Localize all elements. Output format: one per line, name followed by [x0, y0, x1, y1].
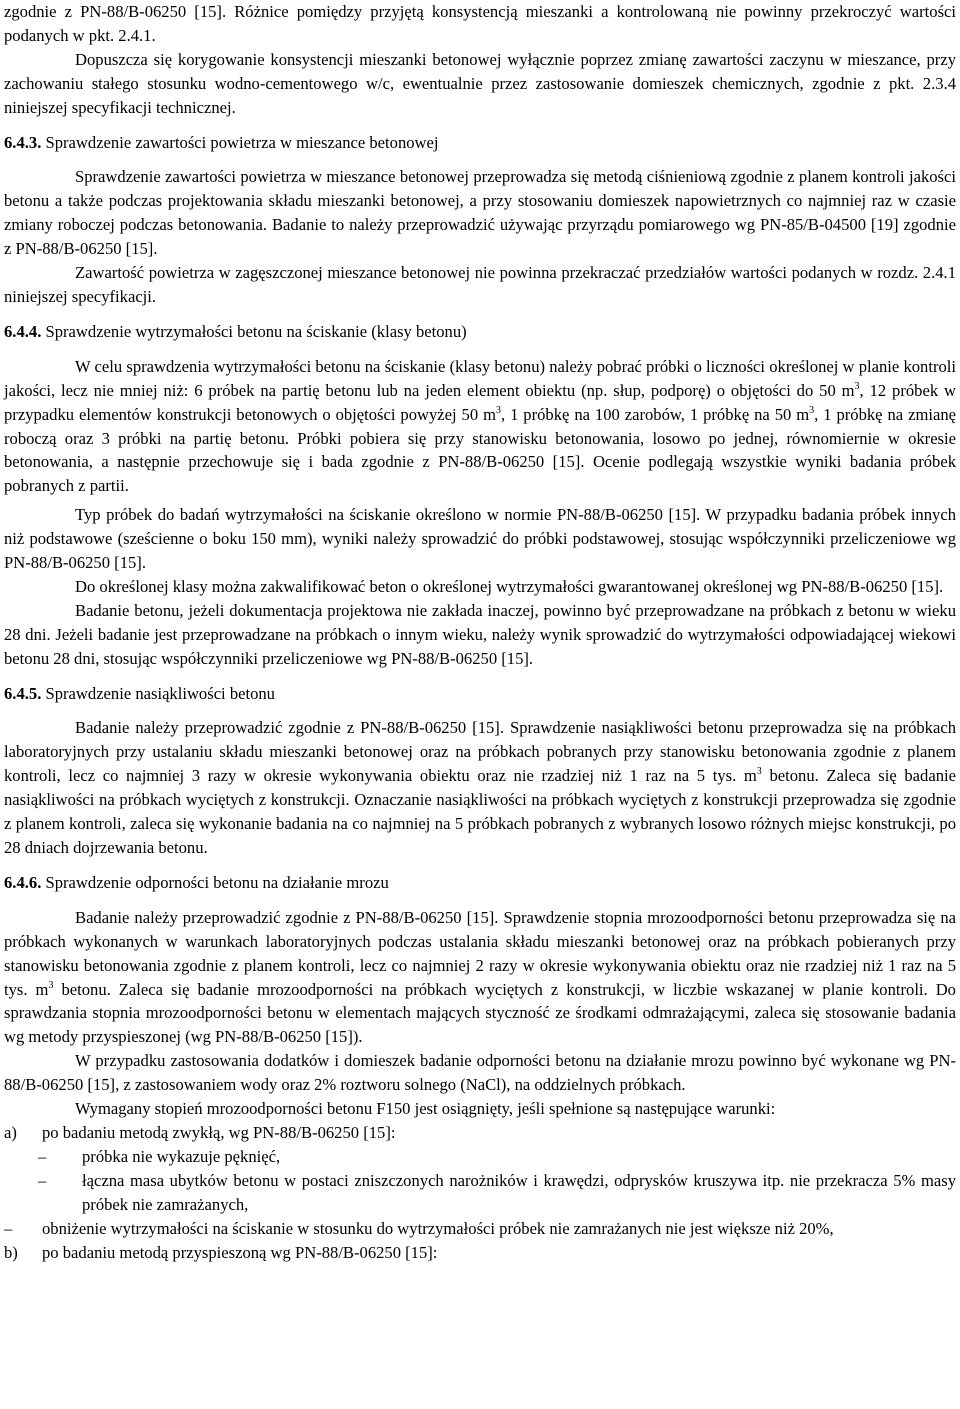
section-heading-6-4-4 — [4, 320, 956, 344]
paragraph: Badanie betonu, jeżeli dokumentacja projektowa nie zakłada inaczej, powinno być przeprowadzane na próbkach z betonu w wieku 28 dni. Jeżeli badanie jest przeprowadzane na próbkach o innym wieku, należy wynik sprowadzić do wytrzymałości odpowiadającej wiekowi betonu 28 dni, stosując współczynniki przeliczeniowe wg PN-88/B-06250 [15]. — [4, 600, 956, 668]
text-run: , 12 próbek w przypadku elementów konstrukcji betonowych o objętości powyżej 50 m — [4, 380, 956, 424]
paragraph: W przypadku zastosowania dodatków i domieszek badanie odporności betonu na działanie mrozu powinno być wykonane wg PN-88/B-06250 [15], z zastosowaniem wody oraz 2% roztworu solnego (NaCl), na oddzielnych próbkach. — [4, 1051, 956, 1095]
list-item-text: obniżenie wytrzymałości na ściskanie w stosunku do wytrzymałości próbek nie zamrażanych nie jest większe niż 20%, — [42, 1218, 834, 1238]
paragraph — [4, 355, 956, 498]
list-marker: – — [4, 1218, 13, 1238]
section-number: 6.4.4. — [4, 321, 42, 341]
list-item — [4, 1145, 956, 1169]
list-marker: – — [38, 1170, 47, 1190]
list-item — [4, 1241, 956, 1265]
section-title: Sprawdzenie zawartości powietrza w mieszance betonowej — [41, 132, 439, 152]
paragraph: Wymagany stopień mrozoodporności betonu F150 jest osiągnięty, jeśli spełnione są następujące warunki: — [75, 1099, 776, 1119]
text-run: Badanie należy przeprowadzić zgodnie z PN-88/B-06250 [15]. Sprawdzenie nasiąkliwości betonu przeprowadza się na próbkach laboratoryjnych przy ustalaniu składu mieszanki betonowej oraz na próbkach pobranych przy stanowisku betonowania zgodnie z planem kontroli, lecz co najmniej 3 razy w okresie wykonywania obiektu oraz nie rzadziej niż 1 raz na 5 tys. m — [4, 718, 956, 786]
paragraph — [4, 906, 956, 1049]
list-item-text: łączna masa ubytków betonu w postaci zniszczonych narożników i krawędzi, odprysków kruszywa itp. nie przekracza 5% masy próbek nie zamrażanych, — [82, 1170, 956, 1214]
superscript: 3 — [48, 979, 54, 991]
paragraph: Dopuszcza się korygowanie konsystencji mieszanki betonowej wyłącznie poprzez zmianę zawartości zaczynu w mieszance, przy zachowaniu stałego stosunku wodno-cementowego w/c, ewentualnie przez zastosowanie domieszek chemicznych, zgodnie z pkt. 2.3.4 niniejszej specyfikacji technicznej. — [4, 49, 956, 117]
paragraph: Zawartość powietrza w zagęszczonej mieszance betonowej nie powinna przekraczać przedziałów wartości podanych w rozdz. 2.4.1 niniejszej specyfikacji. — [4, 263, 956, 306]
section-title: Sprawdzenie nasiąkliwości betonu — [41, 683, 275, 703]
text-run: , 1 próbkę na 100 zarobów, 1 próbkę na 50 m — [501, 404, 810, 424]
text-run: W celu sprawdzenia wytrzymałości betonu na ściskanie (klasy betonu) należy pobrać próbki o liczności określonej w planie kontroli jakości, lecz nie mniej niż: 6 próbek na partię betonu lub na jeden element obiektu (np. słup, podporę) o objętości do 50 m — [4, 356, 956, 400]
superscript: 3 — [496, 404, 501, 416]
superscript: 3 — [809, 404, 815, 416]
text-run: betonu. Zaleca się badanie nasiąkliwości na próbkach wyciętych z konstrukcji. Oznaczanie nasiąkliwości na próbkach wyciętych z konstrukcji przeprowadza się zgodnie z planem kontroli, zaleca się wykonanie badania na co najmniej na 5 próbkach pobranych z wybranych losowo różnych miejsc konstrukcji, po 28 dniach dojrzewania betonu. — [4, 766, 956, 857]
superscript: 3 — [854, 380, 860, 392]
section-number: 6.4.3. — [4, 132, 42, 152]
section-number: 6.4.5. — [4, 683, 42, 703]
list-marker: – — [38, 1146, 47, 1166]
list-item-text: po badaniu metodą zwykłą, wg PN-88/B-06250 [15]: — [42, 1122, 396, 1142]
section-heading-6-4-3 — [4, 131, 956, 155]
list-marker: a) — [4, 1122, 17, 1142]
section-title: Sprawdzenie odporności betonu na działanie mrozu — [41, 872, 389, 892]
paragraph: Sprawdzenie zawartości powietrza w mieszance betonowej przeprowadza się metodą ciśnieniową zgodnie z planem kontroli jakości betonu a także podczas projektowania składu mieszanki betonowej, a przy stosowaniu domieszek napowietrznych co najmniej raz w czasie zmiany roboczej podczas betonowania. Badanie to należy przeprowadzić używając przyrządu pomiarowego wg PN-85/B-04500 [19] zgodnie z PN-88/B-06250 [15]. — [4, 167, 956, 259]
text-run: betonu. Zaleca się badanie mrozoodporności na próbkach wyciętych z konstrukcji, w liczbie wskazanej w planie kontroli. Do sprawdzania stopnia mrozoodporności betonu w elementach mających styczność ze środkami odmrażającymi, zaleca się stosowanie badania wg metody przyspieszonej (wg PN-88/B-06250 [15]). — [4, 979, 956, 1047]
list-item-text: próbka nie wykazuje pęknięć, — [82, 1146, 281, 1166]
section-number: 6.4.6. — [4, 872, 42, 892]
text-run: Badanie należy przeprowadzić zgodnie z PN-88/B-06250 [15]. Sprawdzenie stopnia mrozoodporności betonu przeprowadza się na próbkach wykonanych w warunkach laboratoryjnych podczas ustalania składu mieszanki betonowej oraz na próbkach pobieranych przy stanowisku betonowania zgodnie z planem kontroli, lecz co najmniej 2 razy w okresie wykonywania obiektu oraz nie rzadziej niż 1 raz na 5 tys. m — [4, 907, 956, 999]
list-item-text: po badaniu metodą przyspieszoną wg PN-88/B-06250 [15]: — [42, 1242, 438, 1262]
paragraph: zgodnie z PN-88/B-06250 [15]. Różnice pomiędzy przyjętą konsystencją mieszanki a kontrolowaną nie powinny przekroczyć wartości podanych w pkt. 2.4.1. — [4, 2, 956, 45]
section-heading-6-4-6 — [4, 871, 956, 895]
paragraph — [4, 716, 956, 859]
section-heading-6-4-5 — [4, 682, 956, 706]
text-run: , 1 próbkę na zmianę roboczą oraz 3 próbki na partię betonu. Próbki pobiera się przy stanowisku betonowania, losowo po jednej, równomiernie w okresie betonowania, a następnie przechowuje się i bada zgodnie z PN-88/B-06250 [15]. Ocenie podlegają wszystkie wyniki badania próbek pobranych z partii. — [4, 404, 956, 496]
superscript: 3 — [756, 766, 762, 778]
list-item — [4, 1217, 956, 1241]
paragraph: Typ próbek do badań wytrzymałości na ściskanie określono w normie PN-88/B-06250 [15]. W przypadku badania próbek innych niż podstawowe (sześcienne o boku 150 mm), wyniki należy sprowadzić do próbki podstawowej, stosując współczynniki przeliczeniowe wg PN-88/B-06250 [15]. — [4, 505, 956, 573]
section-title: Sprawdzenie wytrzymałości betonu na ściskanie (klasy betonu) — [41, 321, 467, 341]
list-item — [4, 1169, 956, 1217]
list-item — [4, 1121, 956, 1145]
paragraph: Do określonej klasy można zakwalifikować beton o określonej wytrzymałości gwarantowanej określonej wg PN-88/B-06250 [15]. — [75, 576, 944, 596]
list-marker: b) — [4, 1242, 18, 1262]
